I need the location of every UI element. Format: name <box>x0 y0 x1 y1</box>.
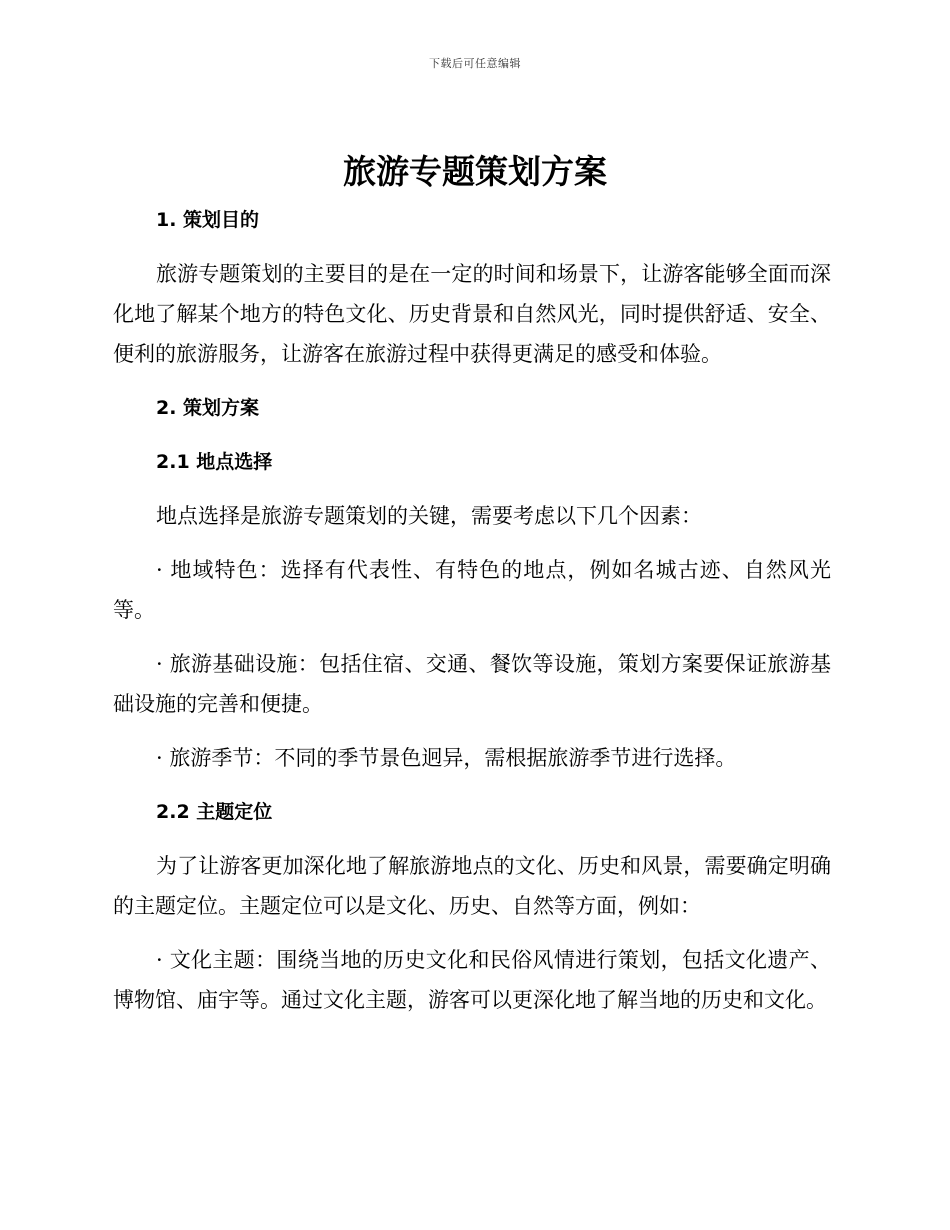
page-header-note: 下载后可任意编辑 <box>429 57 521 70</box>
section-1-heading: 1. 策划目的 <box>156 209 260 231</box>
document-body <box>113 200 831 1020</box>
section-2-heading: 2. 策划方案 <box>156 397 260 419</box>
document-title: 旅游专题策划方案 <box>343 152 607 191</box>
section-2-2-item-culture: · 文化主题：围绕当地的历史文化和民俗风情进行策划，包括文化遗产、博物馆、庙宇等。通过文化主题，游客可以更深化地了解当地的历史和文化。 <box>113 948 831 1012</box>
section-2-1-intro: 地点选择是旅游专题策划的关键，需要考虑以下几个因素： <box>156 504 702 528</box>
section-2-1-item-season: · 旅游季节：不同的季节景色迥异，需根据旅游季节进行选择。 <box>156 746 737 770</box>
section-1-paragraph: 旅游专题策划的主要目的是在一定的时间和场景下，让游客能够全面而深化地了解某个地方的特色文化、历史背景和自然风光，同时提供舒适、安全、便利的旅游服务，让游客在旅游过程中获得更满足的感受和体验。 <box>113 262 831 366</box>
section-2-2-heading: 2.2 主题定位 <box>156 801 273 823</box>
section-2-1-item-infrastructure: · 旅游基础设施：包括住宿、交通、餐饮等设施，策划方案要保证旅游基础设施的完善和便捷。 <box>113 652 831 716</box>
section-2-1-item-regional: · 地域特色：选择有代表性、有特色的地点，例如名城古迹、自然风光等。 <box>113 558 831 622</box>
section-2-2-intro: 为了让游客更加深化地了解旅游地点的文化、历史和风景，需要确定明确的主题定位。主题定位可以是文化、历史、自然等方面，例如： <box>113 854 831 918</box>
section-2-1-heading: 2.1 地点选择 <box>156 451 273 473</box>
